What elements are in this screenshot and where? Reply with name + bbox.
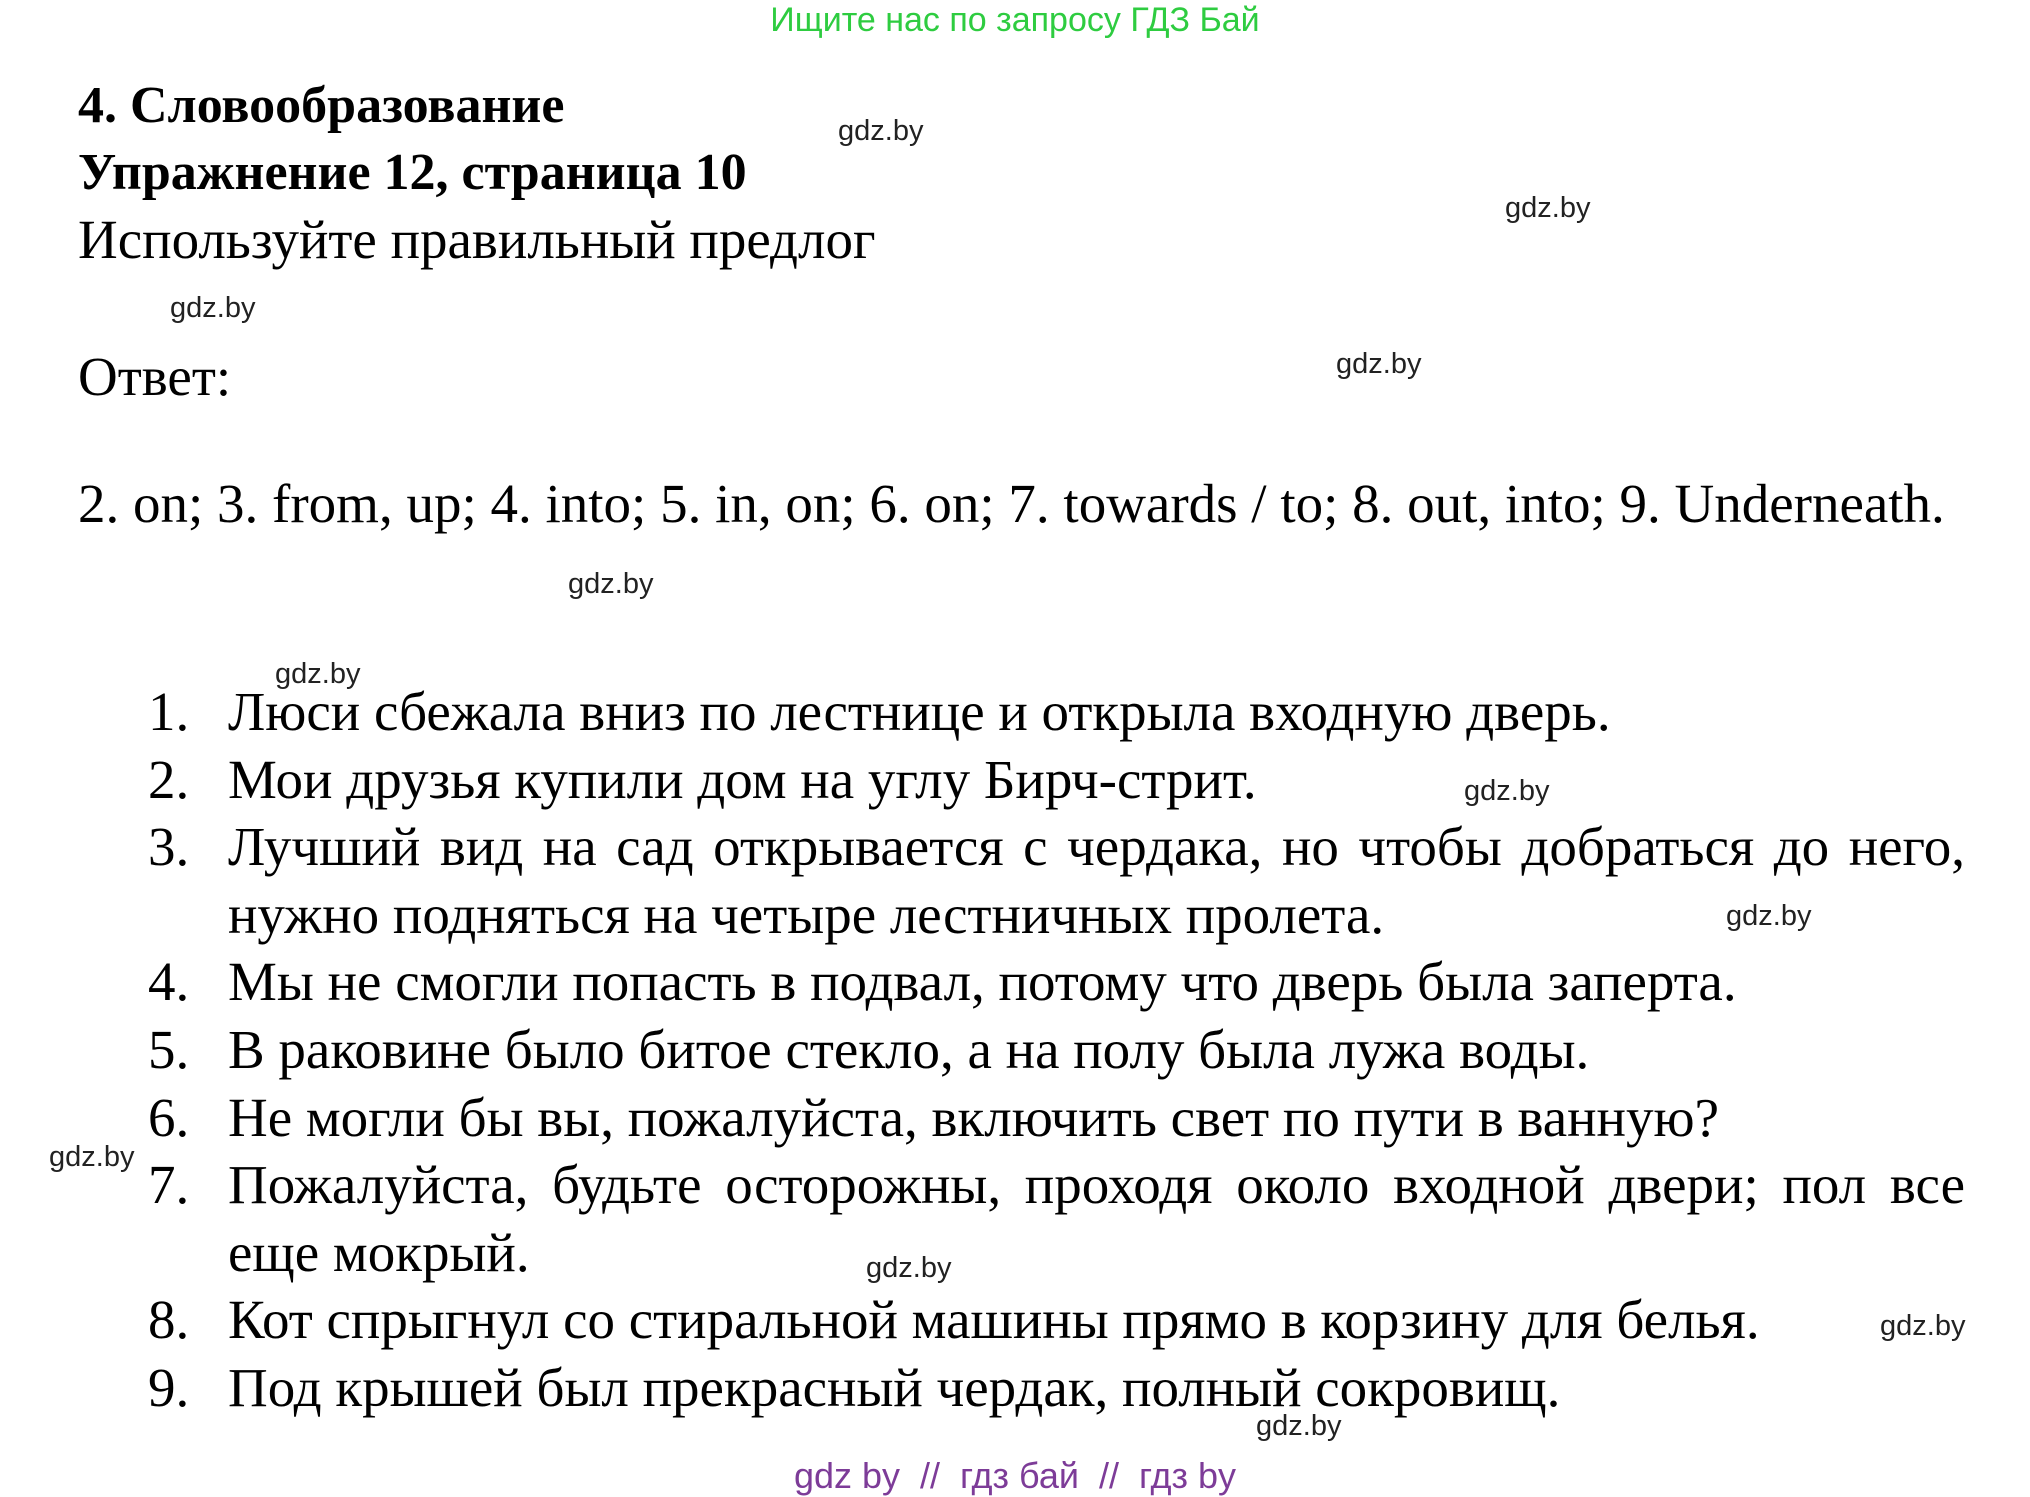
task-text: Используйте правильный предлог [78,209,876,270]
watermark: gdz.by [866,1252,952,1284]
item-text: Пожалуйста, будьте осторожны, проходя около входной двери; пол все еще мокрый. [228,1154,1965,1283]
item-number: 9. [148,1356,190,1418]
watermark: gdz.by [1880,1310,1966,1342]
footer-links: gdz by // гдз бай // гдз by [793,1455,1237,1496]
item-number: 4. [148,951,190,1013]
list-item [148,1151,1965,1286]
watermark: gdz.by [1464,775,1550,807]
exercise-title: Упражнение 12, страница 10 [78,144,747,201]
item-number: 2. [148,748,190,810]
list-item [148,813,1965,948]
item-text: Мы не смогли попасть в подвал, потому что дверь была заперта. [228,951,1737,1013]
list-item [148,1084,1965,1152]
list-item [148,1016,1965,1084]
translation-list [148,678,1965,1422]
item-text: Кот спрыгнул со стиральной машины прямо в корзину для белья. [228,1289,1760,1351]
item-text: Под крышей был прекрасный чердак, полный сокровищ. [228,1356,1561,1418]
item-number: 8. [148,1289,190,1351]
item-text: Люси сбежала вниз по лестнице и открыла входную дверь. [228,681,1611,742]
item-text: Мои друзья купили дом на углу Бирч-стрит. [228,748,1257,810]
watermark: gdz.by [1505,192,1591,224]
watermark: gdz.by [170,292,256,324]
watermark: gdz.by [1726,900,1812,932]
watermark: gdz.by [275,658,361,690]
item-text: В раковине было битое стекло, а на полу была лужа воды. [228,1018,1590,1080]
watermark: gdz.by [568,568,654,600]
item-number: 5. [148,1018,190,1080]
answer-label: Ответ: [78,346,232,407]
item-number: 1. [148,681,190,742]
item-text: Не могли бы вы, пожалуйста, включить свет по пути в ванную? [228,1086,1719,1148]
list-item [148,1286,1965,1354]
search-banner: Ищите нас по запросу ГДЗ Бай [770,1,1260,39]
list-item [148,678,1965,746]
watermark: gdz.by [838,115,924,147]
answer-text: 2. on; 3. from, up; 4. into; 5. in, on; 6. on; 7. towards / to; 8. out, into; 9. Underneath. [78,473,1945,534]
list-item [148,1354,1965,1422]
item-number: 6. [148,1086,190,1148]
item-number: 7. [148,1154,190,1216]
watermark: gdz.by [1336,348,1422,380]
list-item [148,948,1965,1016]
item-text: Лучший вид на сад открывается с чердака, но чтобы добраться до него, нужно подняться на четыре лестничных пролета. [228,816,1965,945]
list-item [148,746,1965,814]
item-number: 3. [148,816,190,878]
watermark: gdz.by [49,1141,135,1173]
watermark: gdz.by [1256,1410,1342,1442]
section-title: 4. Словообразование [78,77,565,134]
